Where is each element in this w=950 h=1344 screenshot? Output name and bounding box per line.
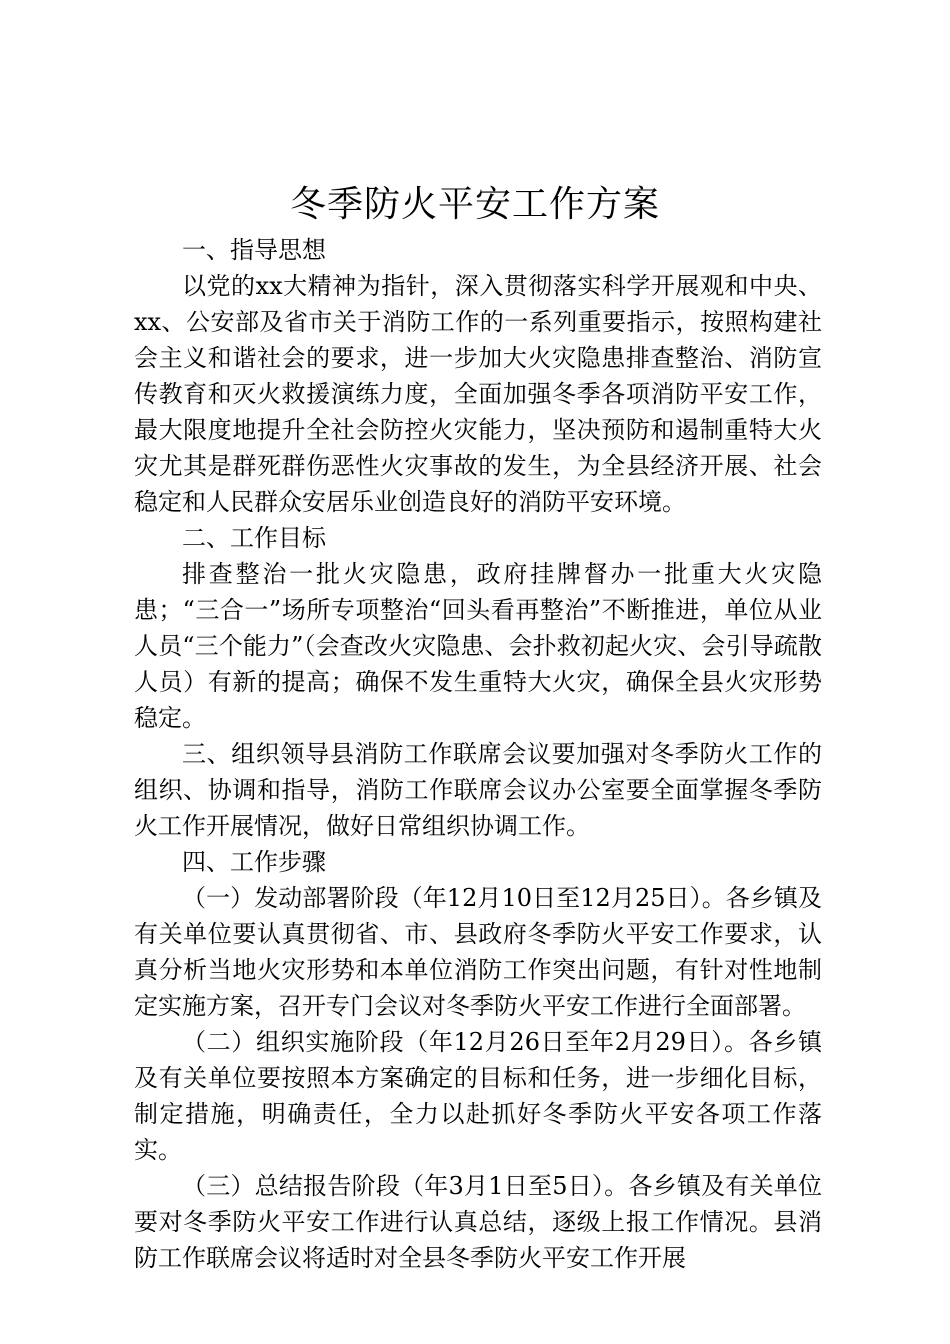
document-title: 冬季防火平安工作方案 bbox=[289, 184, 660, 225]
paragraph-organization-leadership: 三、组织领导县消防工作联席会议要加强对冬季防火工作的组织、协调和指导，消防工作联席会议办公室要全面掌握冬季防火工作开展情况，做好日常组织协调工作。 bbox=[134, 740, 822, 840]
paragraph-work-goals: 排查整治一批火灾隐患，政府挂牌督办一批重大火灾隐患；“三合一”场所专项整治“回头看再整治”不断推进，单位从业人员“三个能力”（会查改火灾隐患、会扑救初起火灾、会引导疏散人员）有新的提高；确保不发生重特大火灾，确保全县火灾形势稳定。 bbox=[134, 560, 822, 732]
paragraph-guiding-thought: 以党的xx大精神为指针，深入贯彻落实科学开展观和中央、xx、公安部及省市关于消防工作的一系列重要指示，按照构建社会主义和谐社会的要求，进一步加大火灾隐患排查整治、消防宣传教育和灭火救援演练力度，全面加强冬季各项消防平安工作，最大限度地提升全社会防控火灾能力，坚决预防和遏制重特大火灾尤其是群死群伤恶性火灾事故的发生，为全县经济开展、社会稳定和人民群众安居乐业创造良好的消防平安环境。 bbox=[134, 272, 822, 516]
paragraph-step-mobilization: （一）发动部署阶段（年12月10日至12月25日）。各乡镇及有关单位要认真贯彻省、市、县政府冬季防火平安工作要求，认真分析当地火灾形势和本单位消防工作突出问题，有针对性地制定实施方案，召开专门会议对冬季防火平安工作进行全面部署。 bbox=[134, 884, 822, 1020]
paragraph-step-implementation: （二）组织实施阶段（年12月26日至年2月29日）。各乡镇及有关单位要按照本方案确定的目标和任务，进一步细化目标，制定措施，明确责任，全力以赴抓好冬季防火平安各项工作落实。 bbox=[134, 1028, 822, 1164]
section-heading-work-goals: 二、工作目标 bbox=[182, 524, 326, 552]
document-body bbox=[134, 232, 822, 1276]
paragraph-step-summary: （三）总结报告阶段（年3月1日至5日）。各乡镇及有关单位要对冬季防火平安工作进行认真总结，逐级上报工作情况。县消防工作联席会议将适时对全县冬季防火平安工作开展 bbox=[134, 1172, 822, 1272]
section-heading-guiding-thought: 一、指导思想 bbox=[182, 236, 326, 264]
section-heading-work-steps: 四、工作步骤 bbox=[182, 848, 326, 876]
